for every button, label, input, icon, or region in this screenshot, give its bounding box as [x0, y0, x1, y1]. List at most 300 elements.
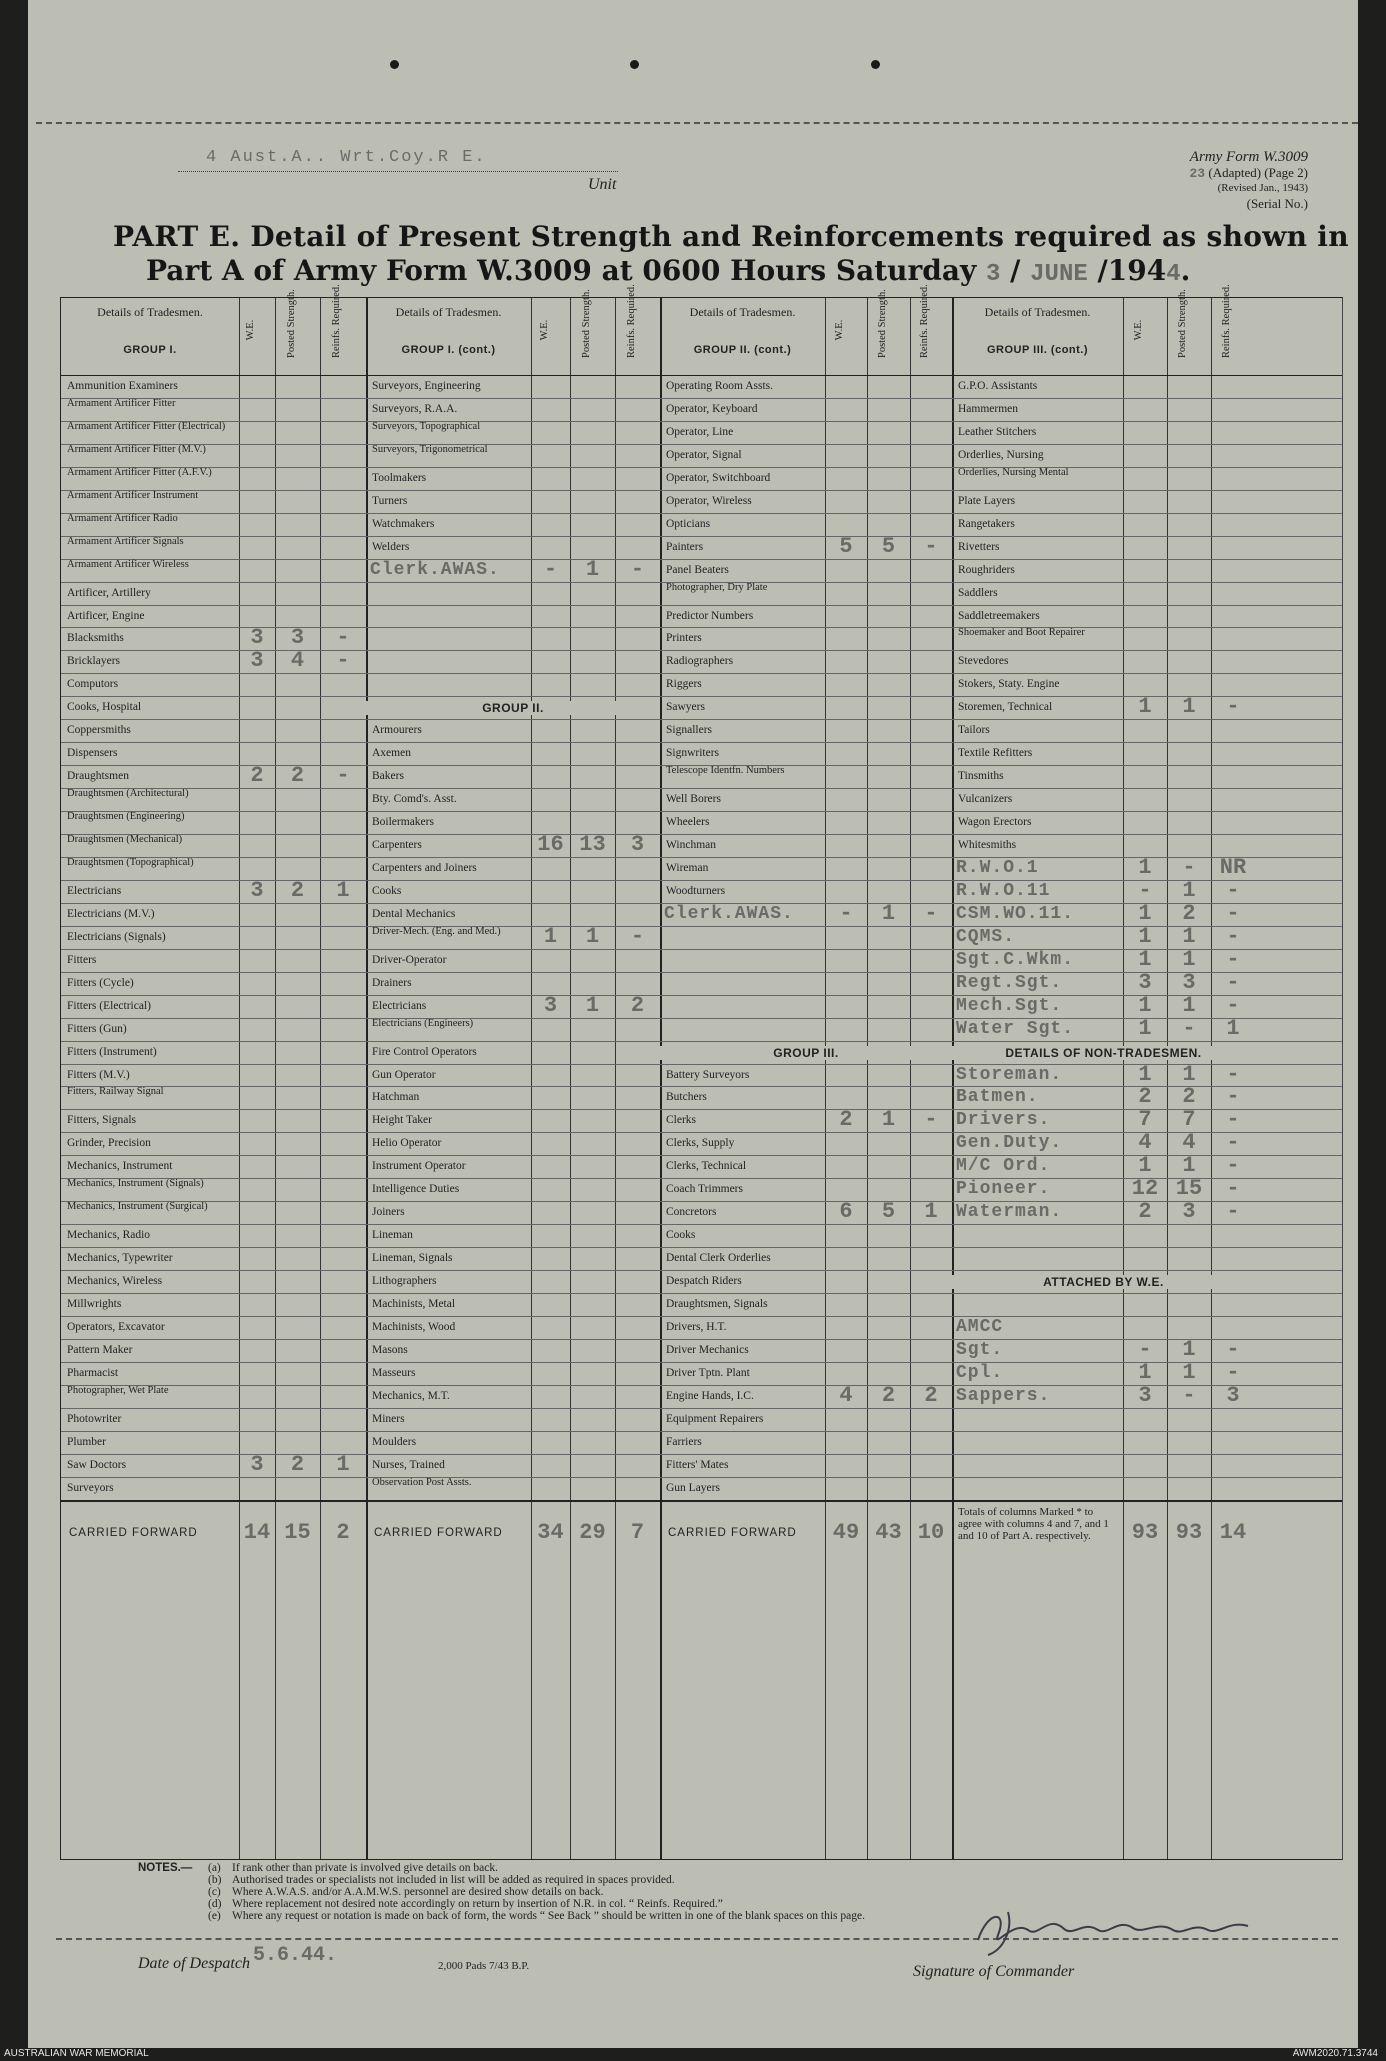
strength-value: 1	[1138, 854, 1152, 880]
trade-name: Artificer, Engine	[67, 609, 145, 622]
trade-name: Watchmakers	[372, 517, 435, 530]
column-divider	[867, 298, 868, 1859]
strength-value: 3	[1226, 1382, 1240, 1408]
punch-hole	[871, 60, 880, 69]
row-line	[61, 1041, 1342, 1042]
strength-value: -	[1182, 1382, 1196, 1408]
strength-value: 3	[1138, 969, 1152, 995]
trade-name: Armament Artificer Fitter (A.F.V.)	[67, 466, 212, 478]
row-line	[61, 421, 1342, 422]
form-title-line1: PART E. Detail of Present Strength and Reinforcements required as shown in	[113, 220, 1349, 253]
totals-note: Totals of columns Marked * to agree with columns 4 and 7, and 1 and 10 of Part A. respectively.	[958, 1505, 1109, 1542]
trade-name: Operator, Signal	[666, 448, 742, 461]
strength-value: 2	[290, 877, 305, 903]
trade-name: Masseurs	[372, 1366, 416, 1379]
trade-name: Surveyors, Trigonometrical	[372, 443, 488, 455]
strength-value: 1	[336, 877, 350, 903]
strength-value: -	[1226, 969, 1240, 995]
trade-name: Wagon Erectors	[958, 816, 1032, 829]
serial-stamp: 23	[1189, 166, 1206, 181]
despatch-date: 5.6.44.	[253, 1944, 338, 1967]
row-line	[61, 1316, 1342, 1317]
strength-value: 1	[1138, 900, 1152, 926]
form-ref-line: (Serial No.)	[1246, 196, 1308, 211]
trade-name: Woodturners	[666, 884, 726, 897]
group-header: GROUP I. (cont.)	[401, 344, 496, 356]
trade-name: Electricians (Engineers)	[372, 1017, 474, 1029]
we-header: W.E.	[1133, 319, 1144, 341]
trade-name: Surveyors, Topographical	[372, 420, 481, 432]
typed-entry: Gen.Duty.	[956, 1133, 1063, 1154]
strength-value: -	[1226, 946, 1240, 972]
column-divider	[1123, 298, 1124, 1859]
strength-value: 1	[1182, 1061, 1196, 1087]
trade-name: Electricians (M.V.)	[67, 907, 155, 920]
reinf-header: Reinfs. Required.	[919, 284, 930, 358]
form-ref-line: (Revised Jan., 1943)	[1217, 182, 1308, 194]
punch-hole	[630, 60, 639, 69]
row-line	[61, 673, 1342, 674]
row-line	[61, 490, 1342, 491]
row-line	[61, 1224, 1342, 1225]
trade-name: Fitters (Instrument)	[67, 1045, 157, 1058]
trade-name: Intelligence Duties	[372, 1183, 460, 1196]
trade-name: Clerks	[666, 1114, 697, 1127]
trade-name: Plate Layers	[958, 494, 1016, 507]
strength-value: -	[1226, 1336, 1240, 1362]
trade-name: Artificer, Artillery	[67, 586, 151, 599]
strength-value: -	[1226, 1359, 1240, 1385]
trade-name: Moulders	[372, 1435, 417, 1448]
trade-name: Draughtsmen, Signals	[666, 1298, 768, 1310]
strength-value: -	[924, 900, 938, 926]
trade-name: Driver-Mech. (Eng. and Med.)	[372, 925, 501, 937]
trade-name: Plumber	[67, 1435, 106, 1448]
strength-value: 1	[1182, 694, 1196, 720]
row-line	[61, 742, 1342, 743]
trade-name: Telescope Identfn. Numbers	[666, 765, 785, 777]
strength-value: 1	[1138, 946, 1152, 972]
carried-forward-value: 29	[579, 1519, 606, 1545]
trade-name: Fitters (Gun)	[67, 1022, 127, 1035]
strength-value: 3	[1182, 969, 1196, 995]
strength-value: 13	[579, 832, 606, 857]
trade-name: Textile Refitters	[958, 747, 1033, 760]
strength-value: 4	[1182, 1130, 1196, 1156]
strength-value: 1	[1226, 1015, 1240, 1041]
strength-value: 2	[250, 763, 264, 789]
trade-name: Panel Beaters	[666, 563, 729, 576]
strength-value: 2	[1138, 1084, 1152, 1110]
strength-value: 1	[1182, 1153, 1196, 1179]
trade-name: Stokers, Staty. Engine	[958, 678, 1060, 691]
strength-value: 1	[585, 556, 600, 582]
strength-value: 4	[1138, 1130, 1152, 1156]
trade-name: Surveyors, R.A.A.	[372, 402, 458, 415]
typed-entry: Mech.Sgt.	[956, 995, 1063, 1016]
strength-value: 1	[585, 992, 600, 1018]
posted-header: Posted Strength.	[285, 289, 297, 358]
trade-name: Armament Artificer Wireless	[67, 558, 189, 570]
trade-name: Armament Artificer Signals	[67, 535, 184, 547]
trade-name: Riggers	[666, 678, 702, 691]
strength-value: -	[630, 923, 645, 949]
details-header: Details of Tradesmen.	[97, 305, 203, 319]
carried-forward-value: 2	[336, 1519, 350, 1545]
trade-name: Operator, Switchboard	[666, 471, 771, 484]
title-date-day: 3	[986, 261, 1001, 288]
trade-name: Operating Room Assts.	[666, 380, 774, 392]
strength-value: -	[1182, 854, 1196, 880]
trade-name: Dispensers	[67, 747, 118, 760]
trade-name: Boilermakers	[372, 816, 434, 829]
trade-name: Wireman	[666, 861, 709, 874]
trade-name: Armament Artificer Instrument	[67, 489, 199, 501]
trade-name: Electricians (Signals)	[67, 930, 166, 943]
trade-name: Mechanics, Radio	[67, 1229, 151, 1242]
trade-name: Clerks, Supply	[666, 1137, 735, 1150]
trade-name: Turners	[372, 494, 408, 507]
trade-name: Saw Doctors	[67, 1458, 127, 1471]
row-line	[61, 536, 1342, 537]
strength-value: -	[1138, 1336, 1152, 1362]
trade-name: Stevedores	[958, 655, 1009, 668]
typed-entry: R.W.O.11	[956, 880, 1051, 901]
print-info: 2,000 Pads 7/43 B.P.	[438, 1960, 530, 1972]
trade-name: Fitters, Signals	[67, 1114, 137, 1127]
typed-entry: CSM.WO.11.	[956, 903, 1075, 924]
trade-name: Photowriter	[67, 1412, 122, 1425]
form-reference	[1068, 150, 1308, 211]
trade-name: Hatchman	[372, 1091, 420, 1104]
trade-name: Lineman, Signals	[372, 1252, 453, 1265]
trade-name: Drainers	[372, 976, 412, 989]
trade-name: Butchers	[666, 1091, 707, 1104]
trade-name: Fitters (Cycle)	[67, 976, 134, 989]
punch-hole	[390, 60, 399, 69]
strength-value: -	[1226, 1084, 1240, 1110]
typed-entry: CQMS.	[956, 926, 1016, 947]
details-header: Details of Tradesmen.	[689, 305, 796, 319]
trade-name: Gun Layers	[666, 1481, 720, 1494]
strength-value: 1	[543, 923, 558, 949]
strength-value: 1	[1182, 923, 1196, 949]
row-line	[61, 834, 1342, 835]
form-ref-line: Army Form W.3009	[1189, 149, 1308, 165]
trade-name: Nurses, Trained	[372, 1458, 445, 1471]
strength-value: 12	[1131, 1176, 1159, 1202]
unit-label: Unit	[588, 176, 617, 193]
carried-forward-label: CARRIED FORWARD	[668, 1526, 797, 1539]
strength-value: -	[924, 533, 938, 559]
trade-name: Fitters (M.V.)	[67, 1068, 130, 1081]
strength-value: 3	[1182, 1199, 1196, 1225]
trade-name: Tinsmiths	[958, 770, 1004, 783]
trade-name: Fitters' Mates	[666, 1458, 729, 1471]
trade-name: Wheelers	[666, 816, 710, 829]
notes-block: NOTES.— (a) If rank other than private is involved give details on back. (b) Authorised trades or specialists not included in list will be added as required in spaces provided. (c) Where A.W.A.S. and/or A.A.M.W.S. personnel are desired show details on back. (d) Where replacement not desired note accordingly on return by insertion of N.R. in col. “ Reinfs. Required.” (e) Where any request or notation is made on back of form, the words “ See Back ” should be written in one of the blank spaces on this page.	[138, 1862, 865, 1922]
strength-value: -	[1182, 1015, 1196, 1041]
trade-name: Joiners	[372, 1206, 405, 1219]
strength-value: 15	[1175, 1176, 1203, 1202]
strength-value: 1	[1138, 1359, 1152, 1385]
strength-value: 2	[1138, 1199, 1152, 1225]
trade-name: Blacksmiths	[67, 632, 124, 645]
trade-name: Operator, Wireless	[666, 494, 752, 507]
strength-value: -	[1138, 877, 1152, 903]
trade-name: Bty. Comd's. Asst.	[372, 793, 457, 806]
trade-name: Fitters (Electrical)	[67, 999, 151, 1012]
posted-header: Posted Strength.	[580, 289, 592, 358]
trade-name: Bricklayers	[67, 655, 121, 668]
trade-name: Operators, Excavator	[67, 1320, 165, 1333]
trade-name: Rangetakers	[958, 517, 1015, 530]
trade-name: Vulcanizers	[958, 793, 1013, 806]
strength-value: 5	[881, 533, 896, 559]
trade-name: Masons	[372, 1343, 408, 1356]
column-divider	[570, 298, 571, 1859]
trade-name: Orderlies, Nursing Mental	[958, 466, 1069, 478]
typed-entry: Sappers.	[956, 1385, 1051, 1406]
strength-value: -	[1226, 923, 1240, 949]
trade-name: Saddlers	[958, 586, 998, 599]
strength-value: 1	[881, 1107, 896, 1133]
title-year-digit: 4	[1166, 261, 1181, 288]
row-line	[61, 1477, 1342, 1478]
strength-value: -	[1226, 900, 1240, 926]
trade-name: Machinists, Wood	[372, 1320, 456, 1333]
trade-name: Draughtsmen (Architectural)	[67, 788, 189, 800]
title-date-month: JUNE	[1030, 261, 1088, 288]
trade-name: Cooks, Hospital	[67, 701, 142, 714]
strength-value: -	[1226, 1130, 1240, 1156]
trade-name: Cooks	[666, 1229, 696, 1242]
trade-name: Despatch Riders	[666, 1275, 742, 1288]
trade-name: Height Taker	[372, 1114, 432, 1127]
strength-value: 1	[924, 1199, 938, 1225]
trade-name: Draughtsmen (Mechanical)	[67, 834, 183, 845]
row-line	[61, 1247, 1342, 1248]
trade-name: Welders	[372, 540, 410, 553]
trade-name: Hammermen	[958, 402, 1019, 415]
trade-name: Sawyers	[666, 701, 705, 714]
trade-name: Drivers, H.T.	[666, 1320, 727, 1333]
trade-name: Machinists, Metal	[372, 1298, 456, 1310]
carried-forward-value: 10	[917, 1519, 945, 1545]
trade-name: Driver Mechanics	[666, 1343, 749, 1356]
trade-name: Cooks	[372, 884, 402, 897]
strength-value: -	[924, 1107, 938, 1133]
row-line	[61, 513, 1342, 514]
trade-name: Armament Artificer Fitter (M.V.)	[67, 443, 206, 455]
trade-name: Battery Surveyors	[666, 1068, 750, 1081]
group-heading: ATTACHED BY W.E.	[952, 1275, 1255, 1289]
column-divider	[1167, 298, 1168, 1859]
trade-name: Dental Mechanics	[372, 907, 456, 920]
details-header: Details of Tradesmen.	[395, 305, 502, 319]
typed-entry: Clerk.AWAS.	[664, 903, 794, 924]
trade-name: Surveyors, Engineering	[372, 380, 481, 392]
trade-name: Armament Artificer Fitter (Electrical)	[67, 420, 226, 432]
strength-value: 3	[630, 832, 645, 857]
column-divider	[320, 298, 321, 1859]
typed-entry: Sgt.C.Wkm.	[956, 949, 1075, 970]
row-line	[61, 467, 1342, 468]
trade-name: Computors	[67, 678, 119, 691]
trade-name: Lineman	[372, 1229, 413, 1242]
strength-value: 2	[839, 1107, 853, 1133]
perforation-line	[36, 122, 1358, 124]
strength-value: 1	[1138, 1015, 1152, 1041]
typed-entry: Storeman.	[956, 1064, 1063, 1085]
strength-value: 3	[1138, 1382, 1152, 1408]
strength-value: -	[1226, 992, 1240, 1018]
typed-entry: Regt.Sgt.	[956, 972, 1063, 993]
trade-name: Tailors	[958, 724, 990, 737]
group-heading: GROUP II.	[366, 701, 660, 715]
form-title-line2: Part A of Army Form W.3009 at 0600 Hours Saturday 3 / JUNE /1944.	[146, 254, 1191, 288]
trade-name: Draughtsmen (Engineering)	[67, 811, 185, 823]
typed-entry: Drivers.	[956, 1110, 1051, 1131]
strength-value: 1	[1182, 877, 1196, 903]
trade-name: G.P.O. Assistants	[958, 380, 1038, 392]
strength-value: -	[839, 900, 853, 926]
trade-name: Draughtsmen (Topographical)	[67, 856, 194, 868]
trade-name: Carpenters	[372, 839, 422, 851]
typed-entry: Sgt.	[956, 1339, 1004, 1360]
trade-name: Pattern Maker	[67, 1343, 133, 1356]
row-line	[61, 1270, 1342, 1271]
strength-value: -	[630, 556, 645, 582]
strength-value: 1	[1182, 1359, 1196, 1385]
strength-value: 1	[585, 923, 600, 949]
group-header: GROUP III. (cont.)	[986, 344, 1089, 356]
strength-value: 1	[1182, 992, 1196, 1018]
trade-name: Farriers	[666, 1435, 702, 1448]
trade-name: Signallers	[666, 724, 712, 737]
typed-entry: Waterman.	[956, 1202, 1063, 1223]
trade-name: Photographer, Wet Plate	[67, 1384, 169, 1396]
strength-value: 2	[1182, 1084, 1196, 1110]
posted-header: Posted Strength.	[876, 289, 888, 358]
row-line	[61, 1431, 1342, 1432]
strength-value: -	[336, 648, 350, 674]
trade-name: Engine Hands, I.C.	[666, 1389, 754, 1402]
trade-name: Millwrights	[67, 1298, 122, 1310]
carried-forward-value: 93	[1175, 1519, 1203, 1545]
trade-name: Fitters	[67, 953, 97, 966]
header-separator	[61, 375, 1342, 376]
form-sheet	[28, 0, 1358, 2048]
trade-name: Operator, Line	[666, 425, 734, 438]
trade-name: Equipment Repairers	[666, 1412, 764, 1425]
trade-name: Mechanics, Instrument (Signals)	[67, 1178, 204, 1190]
row-line	[61, 1408, 1342, 1409]
strength-value: -	[1226, 694, 1240, 720]
trade-name: Painters	[666, 540, 704, 553]
strength-value: NR	[1219, 854, 1247, 880]
strength-value: 3	[250, 648, 264, 674]
column-divider	[825, 298, 826, 1859]
trade-name: Coach Trimmers	[666, 1183, 743, 1196]
trade-name: Driver-Operator	[372, 953, 447, 966]
trade-name: Well Borers	[666, 793, 721, 806]
strength-value: 2	[630, 992, 645, 1018]
trade-name: Clerks, Technical	[666, 1160, 747, 1173]
trade-name: Leather Stitchers	[958, 425, 1037, 438]
trade-name: Electricians	[372, 999, 427, 1012]
commander-signature	[968, 1900, 1268, 1965]
strength-value: 3	[250, 625, 264, 651]
strength-value: 5	[881, 1199, 896, 1225]
row-line	[61, 719, 1342, 720]
trade-name: Helio Operator	[372, 1137, 442, 1150]
trade-name: Rivetters	[958, 540, 1000, 553]
unit-field: 4 Aust.A.. Wrt.Coy.R E.	[178, 148, 618, 172]
strength-table	[60, 284, 1343, 1860]
strength-value: 1	[881, 900, 896, 926]
trade-name: Orderlies, Nursing	[958, 448, 1044, 461]
trade-name: Armament Artificer Fitter	[67, 397, 176, 409]
trade-name: Gun Operator	[372, 1068, 436, 1081]
typed-entry: Water Sgt.	[956, 1018, 1075, 1039]
trade-name: Concretors	[666, 1206, 717, 1219]
trade-name: Surveyors	[67, 1481, 114, 1494]
we-header: W.E.	[538, 319, 550, 341]
trade-name: Mechanics, Instrument	[67, 1160, 173, 1173]
typed-entry: Batmen.	[956, 1087, 1039, 1108]
trade-name: Predictor Numbers	[666, 609, 754, 622]
strength-value: -	[1226, 1199, 1240, 1225]
row-line	[61, 788, 1342, 789]
trade-name: Whitesmiths	[958, 839, 1017, 851]
strength-value: 7	[1182, 1107, 1196, 1133]
signature-label: Signature of Commander	[913, 1963, 1075, 1980]
reinf-header: Reinfs. Required.	[1221, 284, 1232, 358]
archive-credit-bar	[0, 2048, 1386, 2061]
row-line	[61, 811, 1342, 812]
carried-forward-value: 14	[243, 1519, 271, 1545]
strength-value: 4	[290, 648, 305, 674]
strength-value: -	[1226, 877, 1240, 903]
trade-name: Saddletreemakers	[958, 609, 1040, 622]
strength-value: 3	[250, 877, 264, 903]
form-ref-line: 23 (Adapted) (Page 2)	[1189, 165, 1308, 181]
column-divider	[660, 298, 662, 1859]
row-line	[61, 398, 1342, 399]
trade-name: Miners	[372, 1412, 405, 1425]
strength-value: 2	[881, 1382, 896, 1408]
carried-forward-label: CARRIED FORWARD	[69, 1526, 198, 1539]
strength-value: 2	[1182, 900, 1196, 926]
trade-name: Winchman	[666, 839, 716, 851]
strength-value: 1	[1138, 1153, 1152, 1179]
strength-value: 4	[839, 1382, 853, 1408]
strength-value: -	[1226, 1176, 1240, 1202]
we-header: W.E.	[834, 319, 845, 341]
reinf-header: Reinfs. Required.	[331, 284, 342, 358]
strength-value: 7	[1138, 1107, 1152, 1133]
strength-value: 1	[1138, 923, 1152, 949]
trade-name: Dental Clerk Orderlies	[666, 1252, 771, 1265]
trade-name: Lithographers	[372, 1275, 437, 1288]
trade-name: Driver Tptn. Plant	[666, 1366, 750, 1379]
trade-name: Mechanics, Instrument (Surgical)	[67, 1201, 208, 1213]
archive-reference: AWM2020.71.3744	[1292, 2048, 1378, 2059]
column-divider	[366, 298, 368, 1859]
column-divider	[952, 298, 954, 1859]
strength-value: -	[1226, 1153, 1240, 1179]
